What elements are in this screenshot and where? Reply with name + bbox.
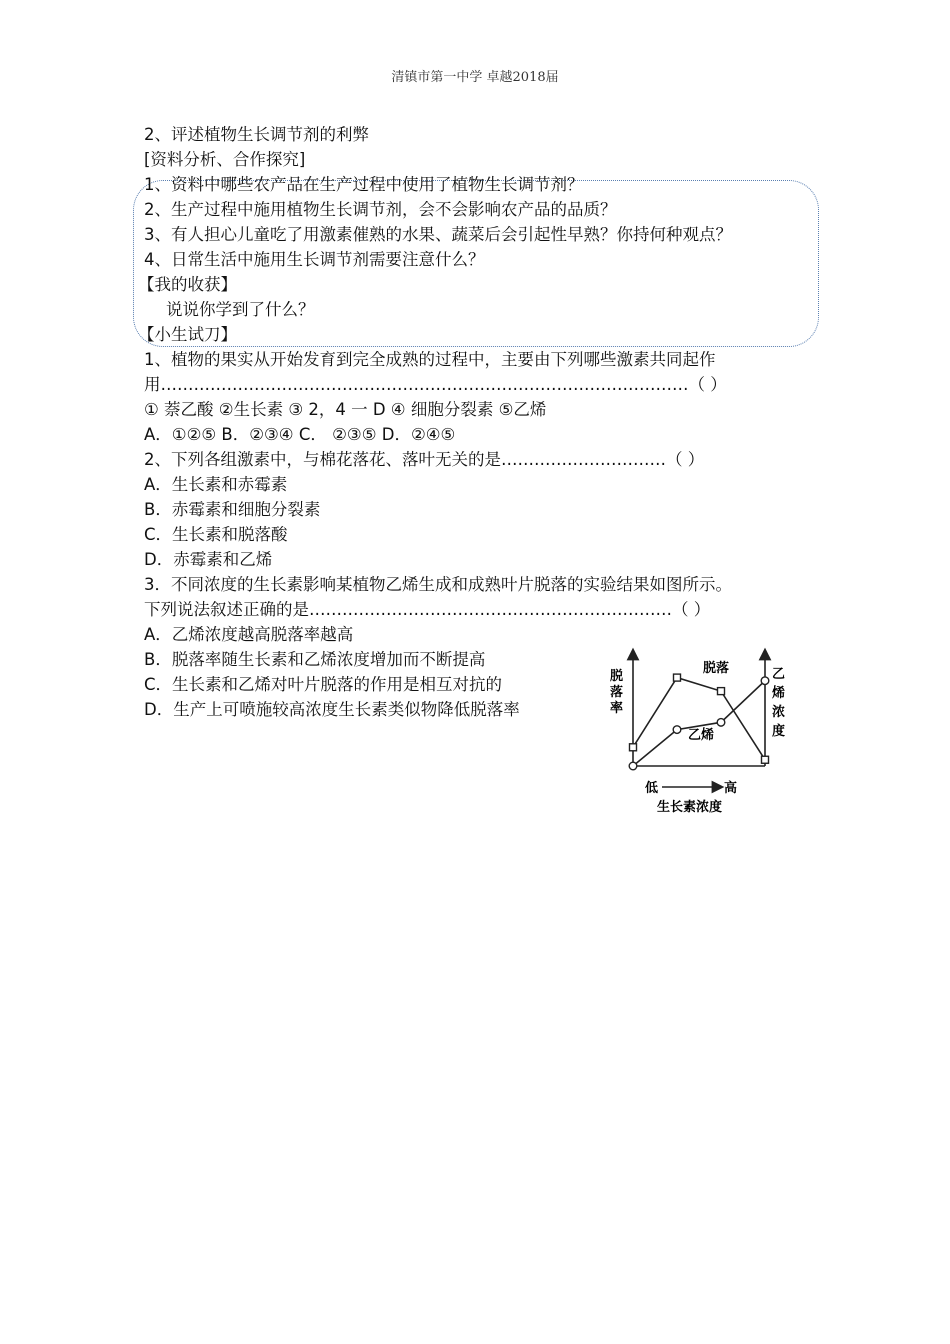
- discussion-q3: 3、有人担心儿童吃了用激素催熟的水果、蔬菜后会引起性早熟？你持何种观点？: [144, 225, 732, 244]
- right-axis-label-2: 烯: [772, 686, 786, 701]
- test-title: 【小生试刀】: [138, 325, 237, 344]
- left-axis-label-3: 率: [610, 701, 624, 716]
- q3-chart: [600, 640, 790, 815]
- series-layer: [629, 674, 769, 770]
- left-axis-label-1: 脱: [610, 669, 624, 684]
- x-tick-high: 高: [724, 781, 738, 796]
- q2-option-b: B．赤霉素和细胞分裂素: [144, 500, 321, 519]
- page-header: 清镇市第一中学 卓越2018届: [391, 70, 559, 85]
- q3-stem-line2: 下列说法叙述正确的是…………………………………………………………（ ）: [144, 600, 711, 619]
- q1-stem-line1: 1、植物的果实从开始发育到完全成熟的过程中，主要由下列哪些激素共同起作: [144, 350, 716, 369]
- q2-option-d: D．赤霉素和乙烯: [144, 550, 273, 569]
- discussion-q4: 4、日常生活中施用生长调节剂需要注意什么？: [144, 250, 485, 269]
- analysis-title: [资料分析、合作探究]: [144, 150, 306, 169]
- series-line-0: [633, 678, 765, 760]
- q3-stem-line1: 3．不同浓度的生长素影响某植物乙烯生成和成熟叶片脱落的实验结果如图所示。: [144, 575, 732, 594]
- gain-title: 【我的收获】: [138, 275, 237, 294]
- discussion-q2: 2、生产过程中施用植物生长调节剂，会不会影响农产品的品质？: [144, 200, 617, 219]
- section-title: 2、评述植物生长调节剂的利弊: [144, 125, 369, 144]
- series-0-point-1: [674, 674, 681, 681]
- series-0-point-2: [718, 688, 725, 695]
- q1-stem-line2: 用……………………………………………………………………………………（ ）: [144, 375, 727, 394]
- discussion-q1: 1、资料中哪些农产品在生产过程中使用了植物生长调节剂？: [144, 175, 584, 194]
- series-0-point-0: [630, 744, 637, 751]
- q1-options: A．①②⑤ B．②③④ C． ②③⑤ D．②④⑤: [144, 425, 456, 444]
- left-axis-label-2: 落: [610, 685, 624, 700]
- series-0-point-3: [762, 756, 769, 763]
- right-axis-label-3: 浓: [772, 705, 786, 720]
- gain-prompt: 说说你学到了什么？: [166, 300, 315, 319]
- curve-label-ethylene: 乙烯: [688, 728, 715, 743]
- q3-figure: [600, 640, 790, 815]
- right-axis-label-4: 度: [772, 724, 786, 739]
- q2-stem: 2、下列各组激素中，与棉花落花、落叶无关的是…………………………（ ）: [144, 450, 705, 469]
- series-1-point-0: [629, 762, 637, 770]
- x-tick-low: 低: [645, 781, 659, 796]
- q3-option-c: C．生长素和乙烯对叶片脱落的作用是相互对抗的: [144, 675, 503, 694]
- q3-option-a: A．乙烯浓度越高脱落率越高: [144, 625, 354, 644]
- right-axis-label-1: 乙: [772, 667, 786, 682]
- series-1-point-1: [673, 726, 681, 734]
- x-axis-label: 生长素浓度: [657, 800, 723, 815]
- q3-option-d: D．生产上可喷施较高浓度生长素类似物降低脱落率: [144, 700, 520, 719]
- series-1-point-2: [717, 719, 725, 727]
- q3-option-b: B．脱落率随生长素和乙烯浓度增加而不断提高: [144, 650, 486, 669]
- q1-items: ① 萘乙酸 ②生长素 ③ 2，4 一 D ④ 细胞分裂素 ⑤乙烯: [144, 400, 547, 419]
- q2-option-a: A．生长素和赤霉素: [144, 475, 288, 494]
- series-1-point-3: [761, 677, 769, 685]
- series-line-1: [633, 681, 765, 766]
- q2-option-c: C．生长素和脱落酸: [144, 525, 288, 544]
- curve-label-abscission: 脱落: [703, 661, 730, 676]
